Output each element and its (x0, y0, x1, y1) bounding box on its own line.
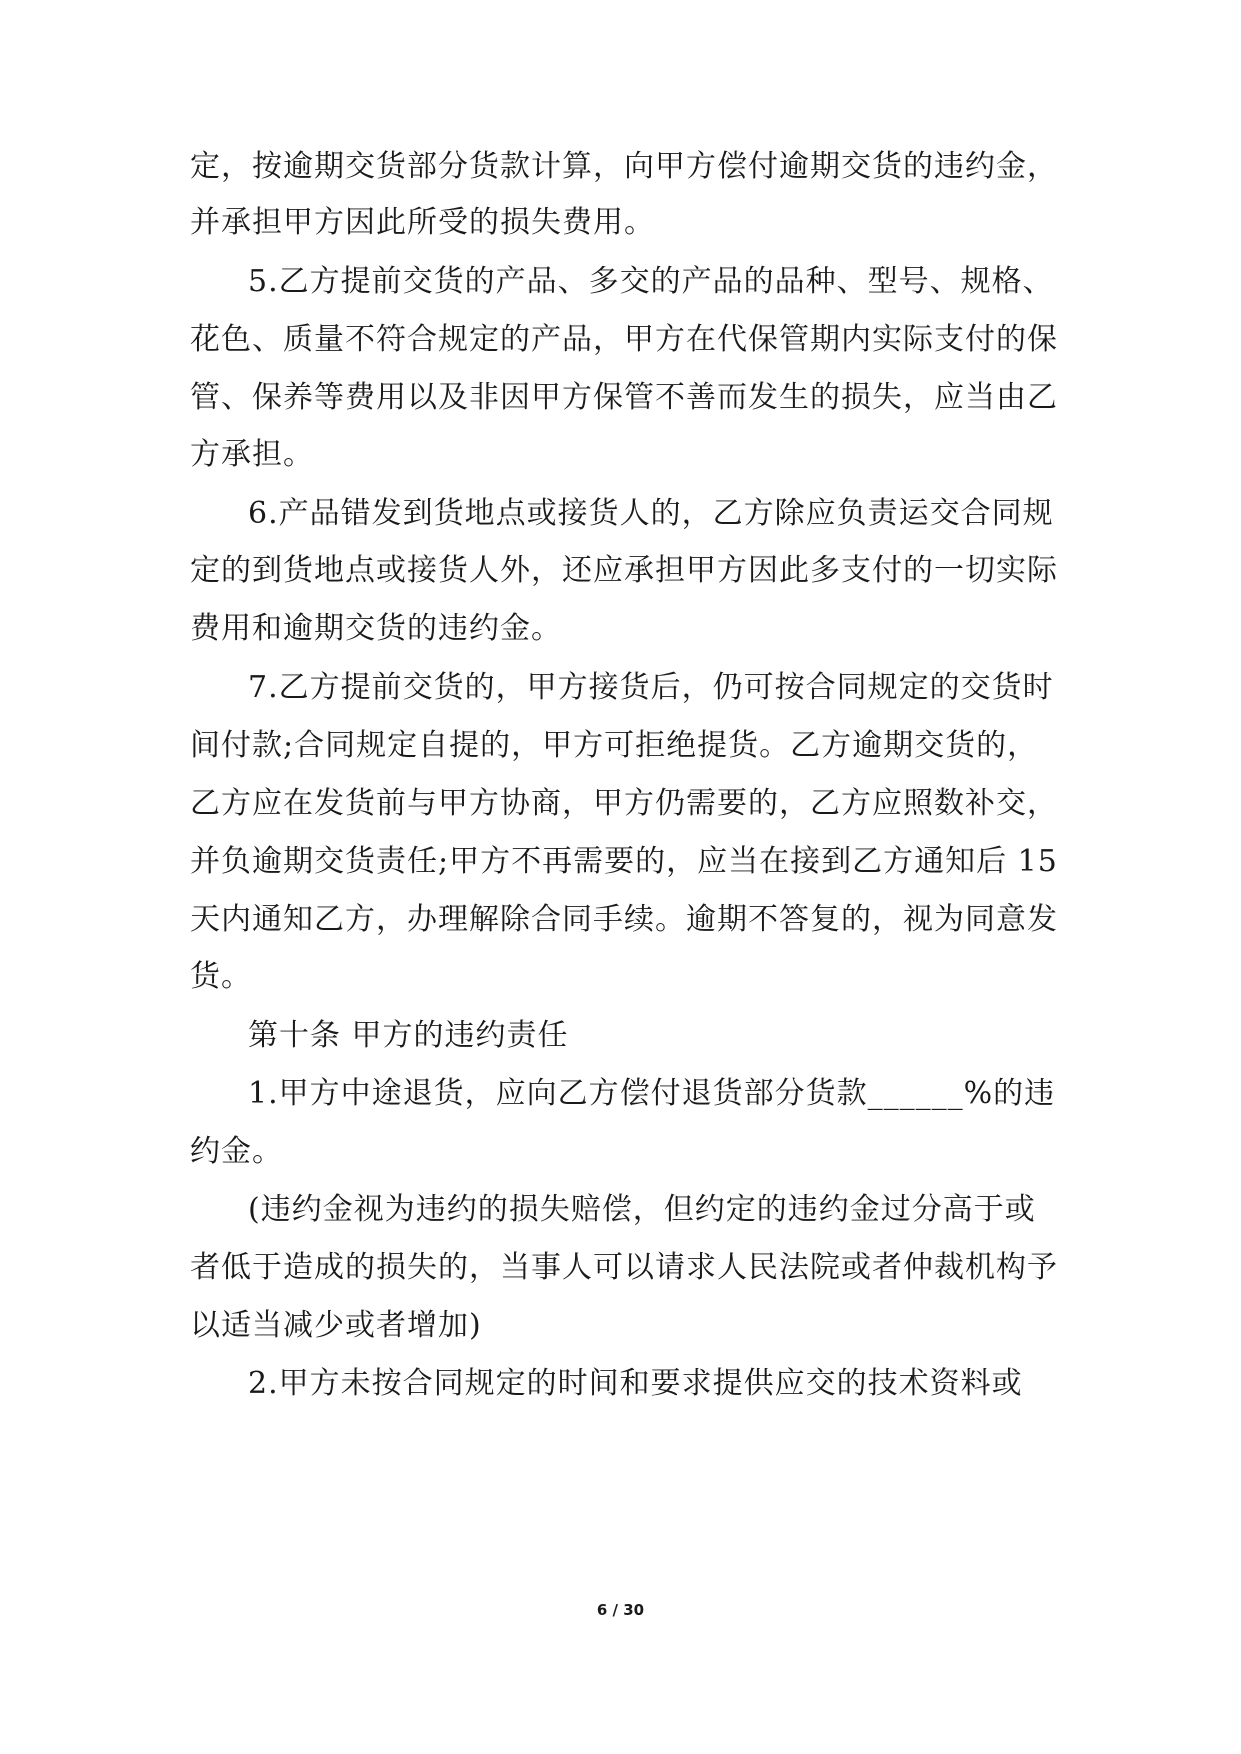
paragraph-line: 者低于造成的损失的，当事人可以请求人民法院或者仲裁机构予 (190, 1250, 1058, 1285)
paragraph-line: 天内通知乙方，办理解除合同手续。逾期不答复的，视为同意发 (190, 902, 1058, 937)
paragraph-line: 定的到货地点或接货人外，还应承担甲方因此多支付的一切实际 (190, 553, 1058, 588)
paragraph-line: 以适当减少或者增加) (190, 1308, 482, 1343)
paragraph-line: 5.乙方提前交货的产品、多交的产品的品种、型号、规格、 (248, 264, 1054, 299)
section-heading: 第十条 甲方的违约责任 (248, 1018, 569, 1053)
paragraph-line: 乙方应在发货前与甲方协商，甲方仍需要的，乙方应照数补交， (190, 786, 1058, 821)
paragraph-line: 约金。 (190, 1134, 283, 1169)
paragraph-line: 货。 (190, 959, 252, 994)
paragraph-line: 6.产品错发到货地点或接货人的，乙方除应负责运交合同规 (248, 496, 1054, 531)
paragraph-line: 花色、质量不符合规定的产品，甲方在代保管期内实际支付的保 (190, 322, 1058, 357)
paragraph-line: 费用和逾期交货的违约金。 (190, 611, 562, 646)
paragraph-line: 并负逾期交货责任;甲方不再需要的，应当在接到乙方通知后 15 (190, 844, 1058, 879)
paragraph-line: 2.甲方未按合同规定的时间和要求提供应交的技术资料或 (248, 1366, 1023, 1401)
paragraph-line: 并承担甲方因此所受的损失费用。 (190, 205, 655, 240)
paragraph-line: 1.甲方中途退货，应向乙方偿付退货部分货款______%的违 (248, 1076, 1056, 1111)
paragraph-line: 管、保养等费用以及非因甲方保管不善而发生的损失，应当由乙 (190, 380, 1058, 415)
paragraph-line: (违约金视为违约的损失赔偿，但约定的违约金过分高于或 (248, 1192, 1036, 1227)
paragraph-line: 7.乙方提前交货的，甲方接货后，仍可按合同规定的交货时 (248, 670, 1054, 705)
paragraph-line: 定，按逾期交货部分货款计算，向甲方偿付逾期交货的违约金， (190, 149, 1058, 184)
paragraph-line: 间付款;合同规定自提的，甲方可拒绝提货。乙方逾期交货的， (190, 728, 1039, 763)
page-number: 6 / 30 (596, 1601, 645, 1619)
paragraph-line: 方承担。 (190, 437, 314, 472)
